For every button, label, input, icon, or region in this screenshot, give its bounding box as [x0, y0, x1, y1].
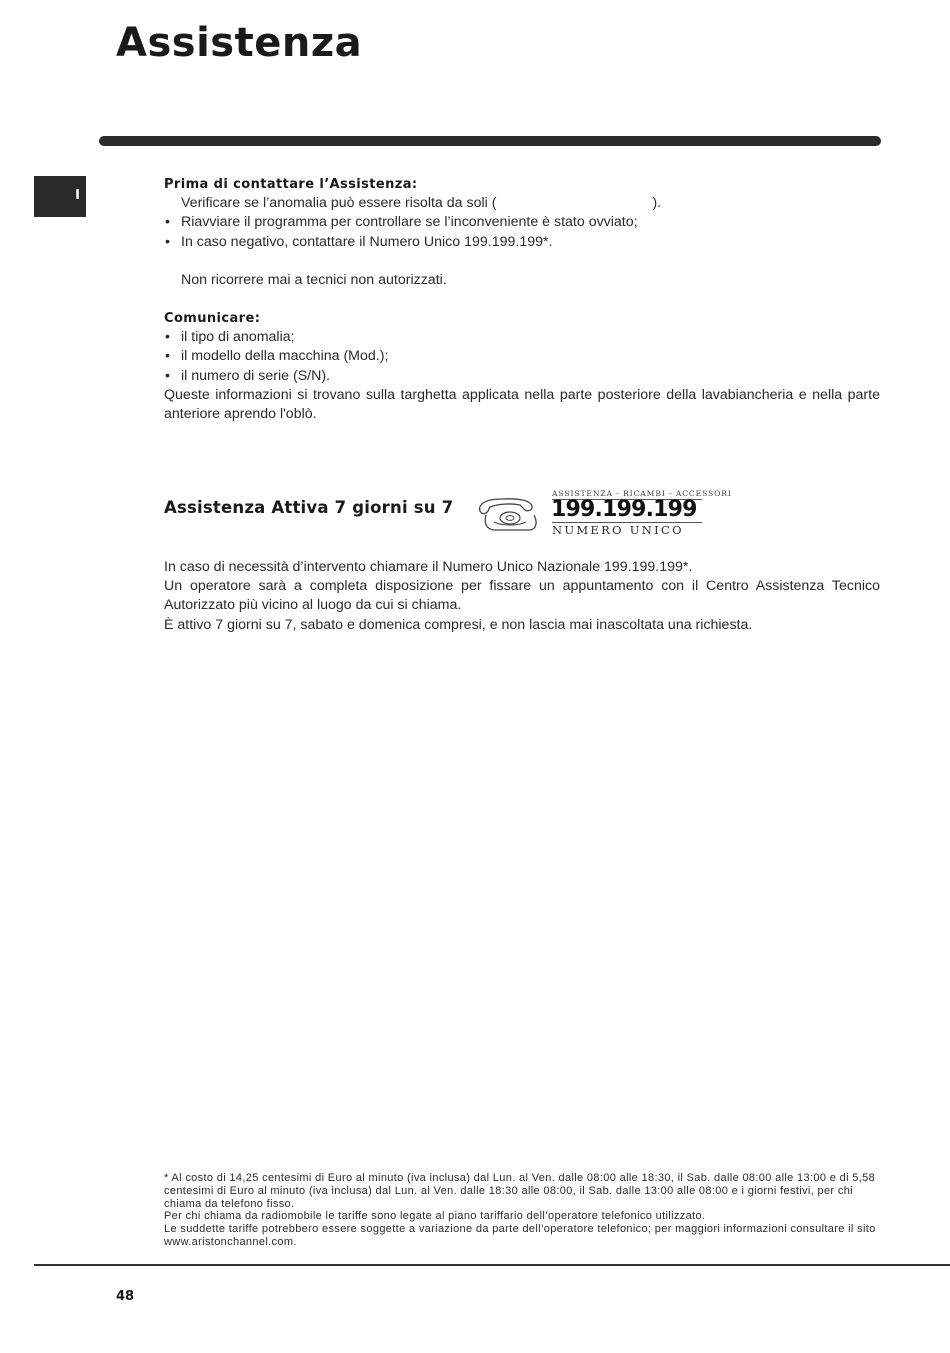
footnote-line: * Al costo di 14,25 centesimi di Euro al minuto (iva inclusa) dal Lun. al Ven. dalle 08:00 alle 18:30, il Sab. dalle 08:00 alle 13:00 e di 5,58 centesimi di Euro al minuto (iva inclusa) dal Lun. al Ven. dalle 18:30 alle 08:00, il Sab. dalle 13:00 alle 08:00 e i giorni festivi, per chi chiama da telefono fisso.: [164, 1172, 876, 1210]
list-item-text: il tipo di anomalia;: [181, 329, 295, 346]
bullet-icon: •: [165, 329, 170, 346]
active-service-header: [164, 484, 880, 540]
active-service-paragraph: È attivo 7 giorni su 7, sabato e domenica compresi, e non lascia mai inascoltata una richiesta.: [164, 616, 753, 633]
before-contact-section: [164, 175, 880, 424]
bullet-icon: •: [165, 233, 170, 250]
bullet-icon: •: [165, 348, 170, 365]
logo-subtitle: NUMERO UNICO: [552, 522, 702, 538]
logo-tagline: ASSISTENZA - RICAMBI - ACCESSORI: [552, 489, 732, 498]
language-tab: [34, 176, 86, 217]
list-item: [164, 328, 880, 347]
language-tab-label: I: [75, 188, 80, 203]
list-item: [164, 213, 880, 232]
logo-phone-number: 199.199.199: [551, 497, 697, 522]
page-number: 48: [116, 1289, 135, 1304]
list-item-text: il numero di serie (S/N).: [181, 367, 331, 384]
list-item: [164, 367, 880, 386]
list-item-text: Riavviare il programma per controllare se l’inconveniente è stato ovviato;: [181, 214, 638, 231]
page-title: Assistenza: [116, 20, 363, 66]
active-service-heading: Assistenza Attiva 7 giorni su 7: [164, 498, 454, 517]
bullet-icon: •: [165, 367, 170, 384]
check-suffix: ).: [652, 195, 662, 212]
telephone-icon: [472, 489, 552, 535]
numero-unico-logo: [472, 487, 732, 539]
footnote-line: Le suddette tariffe potrebbero essere soggette a variazione da parte dell’operatore telefonico; per maggiori informazioni consultare il sito www.aristonchannel.com.: [164, 1223, 876, 1248]
warning-text: Non ricorrere mai a tecnici non autorizzati.: [181, 271, 447, 288]
list-item: [164, 347, 880, 366]
footnote-line: Per chi chiama da radiomobile le tariffe sono legate al piano tariffario dell’operatore telefonico utilizzato.: [164, 1210, 706, 1223]
before-contact-heading: Prima di contattare l’Assistenza:: [164, 177, 418, 192]
title-divider: [99, 136, 881, 146]
check-prefix: Verificare se l’anomalia può essere risolta da soli (: [181, 195, 497, 212]
active-service-body: [164, 558, 880, 635]
check-instruction: [164, 194, 880, 213]
list-item-text: In caso negativo, contattare il Numero Unico 199.199.199*.: [181, 233, 553, 250]
bullet-icon: •: [165, 214, 170, 231]
communicate-note: Queste informazioni si trovano sulla targhetta applicata nella parte posteriore della lavabiancheria e nella parte anteriore aprendo l'oblò.: [164, 386, 880, 423]
active-service-paragraph: Un operatore sarà a completa disposizione per fissare un appuntamento con il Centro Assistenza Tecnico Autorizzato più vicino al luogo da cui si chiama.: [164, 578, 880, 614]
footer-divider: [34, 1264, 950, 1266]
list-item-text: il modello della macchina (Mod.);: [181, 348, 389, 365]
tariff-footnote: [164, 1172, 880, 1249]
list-item: [164, 233, 880, 252]
active-service-paragraph: In caso di necessità d’intervento chiamare il Numero Unico Nazionale 199.199.199*.: [164, 559, 693, 575]
communicate-heading: Comunicare:: [164, 311, 261, 327]
